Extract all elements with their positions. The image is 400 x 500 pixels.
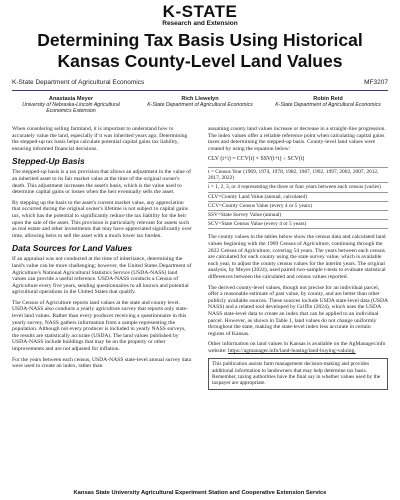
body-paragraph: assuming county land values increase or decrease in a straight-line progression. The index values offer a reliable reference point when calculating capital gains taxes and determining the stepped-up basis. County-level land values were created by using the equation below: <box>208 126 386 152</box>
department-bar <box>12 78 388 91</box>
definition-row: CLV=County Land Value (annual, calculated) <box>208 193 388 202</box>
author <box>268 96 388 108</box>
logo-subtitle: Research and Extension <box>162 20 238 27</box>
author-affiliation: University of Nebraska-Lincoln Agricultural Economics Extension <box>22 102 120 114</box>
logo-wordmark: K-STATE <box>162 2 238 21</box>
page-title: Determining Tax Basis Using Historical Kansas County-Level Land Values <box>37 30 363 71</box>
body-paragraph: By stepping up the basis to the asset's current market value, any appreciation that occurred during the original owner's lifetime is not subject to capital gains tax, which has the potential to significantly reduce the tax liability for the heir upon the sale of the asset. This provision is particularly relevant for assets such as real estate and other investments that may have appreciated significantly over time, allowing heirs to sell the asset with a much lower tax burden. <box>12 199 192 239</box>
agmanager-link[interactable]: https://agmanager.info/land-leasing/land-buying-valuing. <box>228 347 356 354</box>
author-affiliation: K-State Department of Agricultural Economics <box>275 102 381 108</box>
author <box>12 96 130 114</box>
agmanager-text: Other information on land values in Kansas is available on the AgManager.info website: <box>208 341 386 354</box>
author-affiliation: K-State Department of Agricultural Economics <box>147 102 253 108</box>
definition-row: t = Census Year (1969, 1974, 1978, 1982, 1987, 1992, 1997, 2002, 2007, 2012, 2017, 2022) <box>208 168 388 183</box>
disclaimer-box: This publication assists farm management decision-making and provides additional information to landowners that may help determine tax basis. Remember, taxing authorities have the final say in whether values used by the taxpayer are appropriate. <box>208 358 388 389</box>
definition-row: SSV=State Survey Value (annual) <box>208 211 388 220</box>
right-column <box>208 126 388 390</box>
definition-row: i = 1, 2, 3, or 4 representing the three or four years between each census (varies) <box>208 183 388 192</box>
section-heading-data-sources: Data Sources for Land Values <box>12 243 133 254</box>
intro-paragraph: When considering selling farmland, it is important to understand how to accurately value the land, especially if it was inherited years ago. Determining the stepped-up tax basis helps calculate potential capital gains tax liability, ensuring informed financial decisions. <box>12 126 188 152</box>
publication-number: MF3207 <box>364 79 388 86</box>
body-paragraph: The county values in the tables below show the census data and calculated land values beginning with the 1969 Census of Agriculture, continuing through the 2022 Census of Agriculture, covering 54 years. The years between each census are calculated for each county using the state survey value, which is available each year, to adjust the county census values for the interim years. The original analysis, by Meyer (2024), used paired two-sample t-tests to evaluate statistical differences between the calculated and census values reported. <box>208 234 386 280</box>
body-paragraph: The derived county-level values, though not precise for an individual parcel, offer a reasonable estimate of past value, by county, and are better than other publicly available sources. These sources include USDA state-level data (USDA NASS) and a related tool developed by Griffin (2024), which uses the USDA NASS state-level data to create an index that can be applied to an individual parcel. However, as shown in Table 1, land values do not change uniformly throughout the state, making the state-level index less accurate in certain regions of Kansas. <box>208 284 388 337</box>
kstate-logo <box>0 3 400 28</box>
section-heading-stepped-up-basis: Stepped-Up Basis <box>12 156 85 167</box>
author <box>136 96 264 108</box>
left-column <box>12 126 192 374</box>
definition-row: CCV=County Census Value (every 4 or 5 years) <box>208 202 388 211</box>
body-paragraph: If an appraisal was not conducted at the time of inheritance, determining the land's value can be more challenging; however, the United States Department of Agriculture's National Agricultural Statistics Service (USDA-NASS) land values can provide a useful reference. USDA-NASS conducts a Census of Agriculture every five years, sending questionnaires to all known and potential agricultural operations in the United States that qualify. <box>12 256 192 296</box>
author-name: Rich Llewelyn <box>181 96 219 102</box>
author-name: Robin Reid <box>313 96 343 102</box>
department-name: K-State Department of Agricultural Economics <box>12 79 145 86</box>
body-paragraph: The Census of Agriculture reports land values at the state and county level. USDA-NASS also conducts a yearly agriculture survey that reports only state-level land values. Rather than every producer receiving a questionnaire in this yearly survey, NASS gathers information from a sample representing the population. Although not every producer is included in yearly NASS surveys, the results are statistically accurate (USDA). The land values published by USDA-NASS include buildings that may be on the property or other improvements and are not adjusted for inflation. <box>12 299 188 353</box>
definition-row: SCV=State Census Value (every 4 or 5 years) <box>208 220 388 229</box>
body-paragraph: For the years between each census, USDA-NASS state-level annual survey data were used to create an index, rather than <box>12 356 192 370</box>
equation-definitions <box>208 167 388 229</box>
author-name: Anastasia Meyer <box>48 96 94 102</box>
footer-institution: Kansas State University Agricultural Experiment Station and Cooperative Extension Service <box>73 490 327 496</box>
body-paragraph <box>208 341 388 354</box>
body-paragraph: The stepped-up basis is a tax provision that allows an adjustment in the value of an inherited asset to its fair market value at the time of the original owner's death. This adjustment increases the asset's basis, which is the value used to determine capital gains or losses when the heir eventually sells the asset. <box>12 169 191 196</box>
author-list <box>12 96 388 118</box>
land-value-equation: CLV (t+i) = CCV(t) × SSV(t+i) ÷ SCV(t) <box>208 156 305 163</box>
